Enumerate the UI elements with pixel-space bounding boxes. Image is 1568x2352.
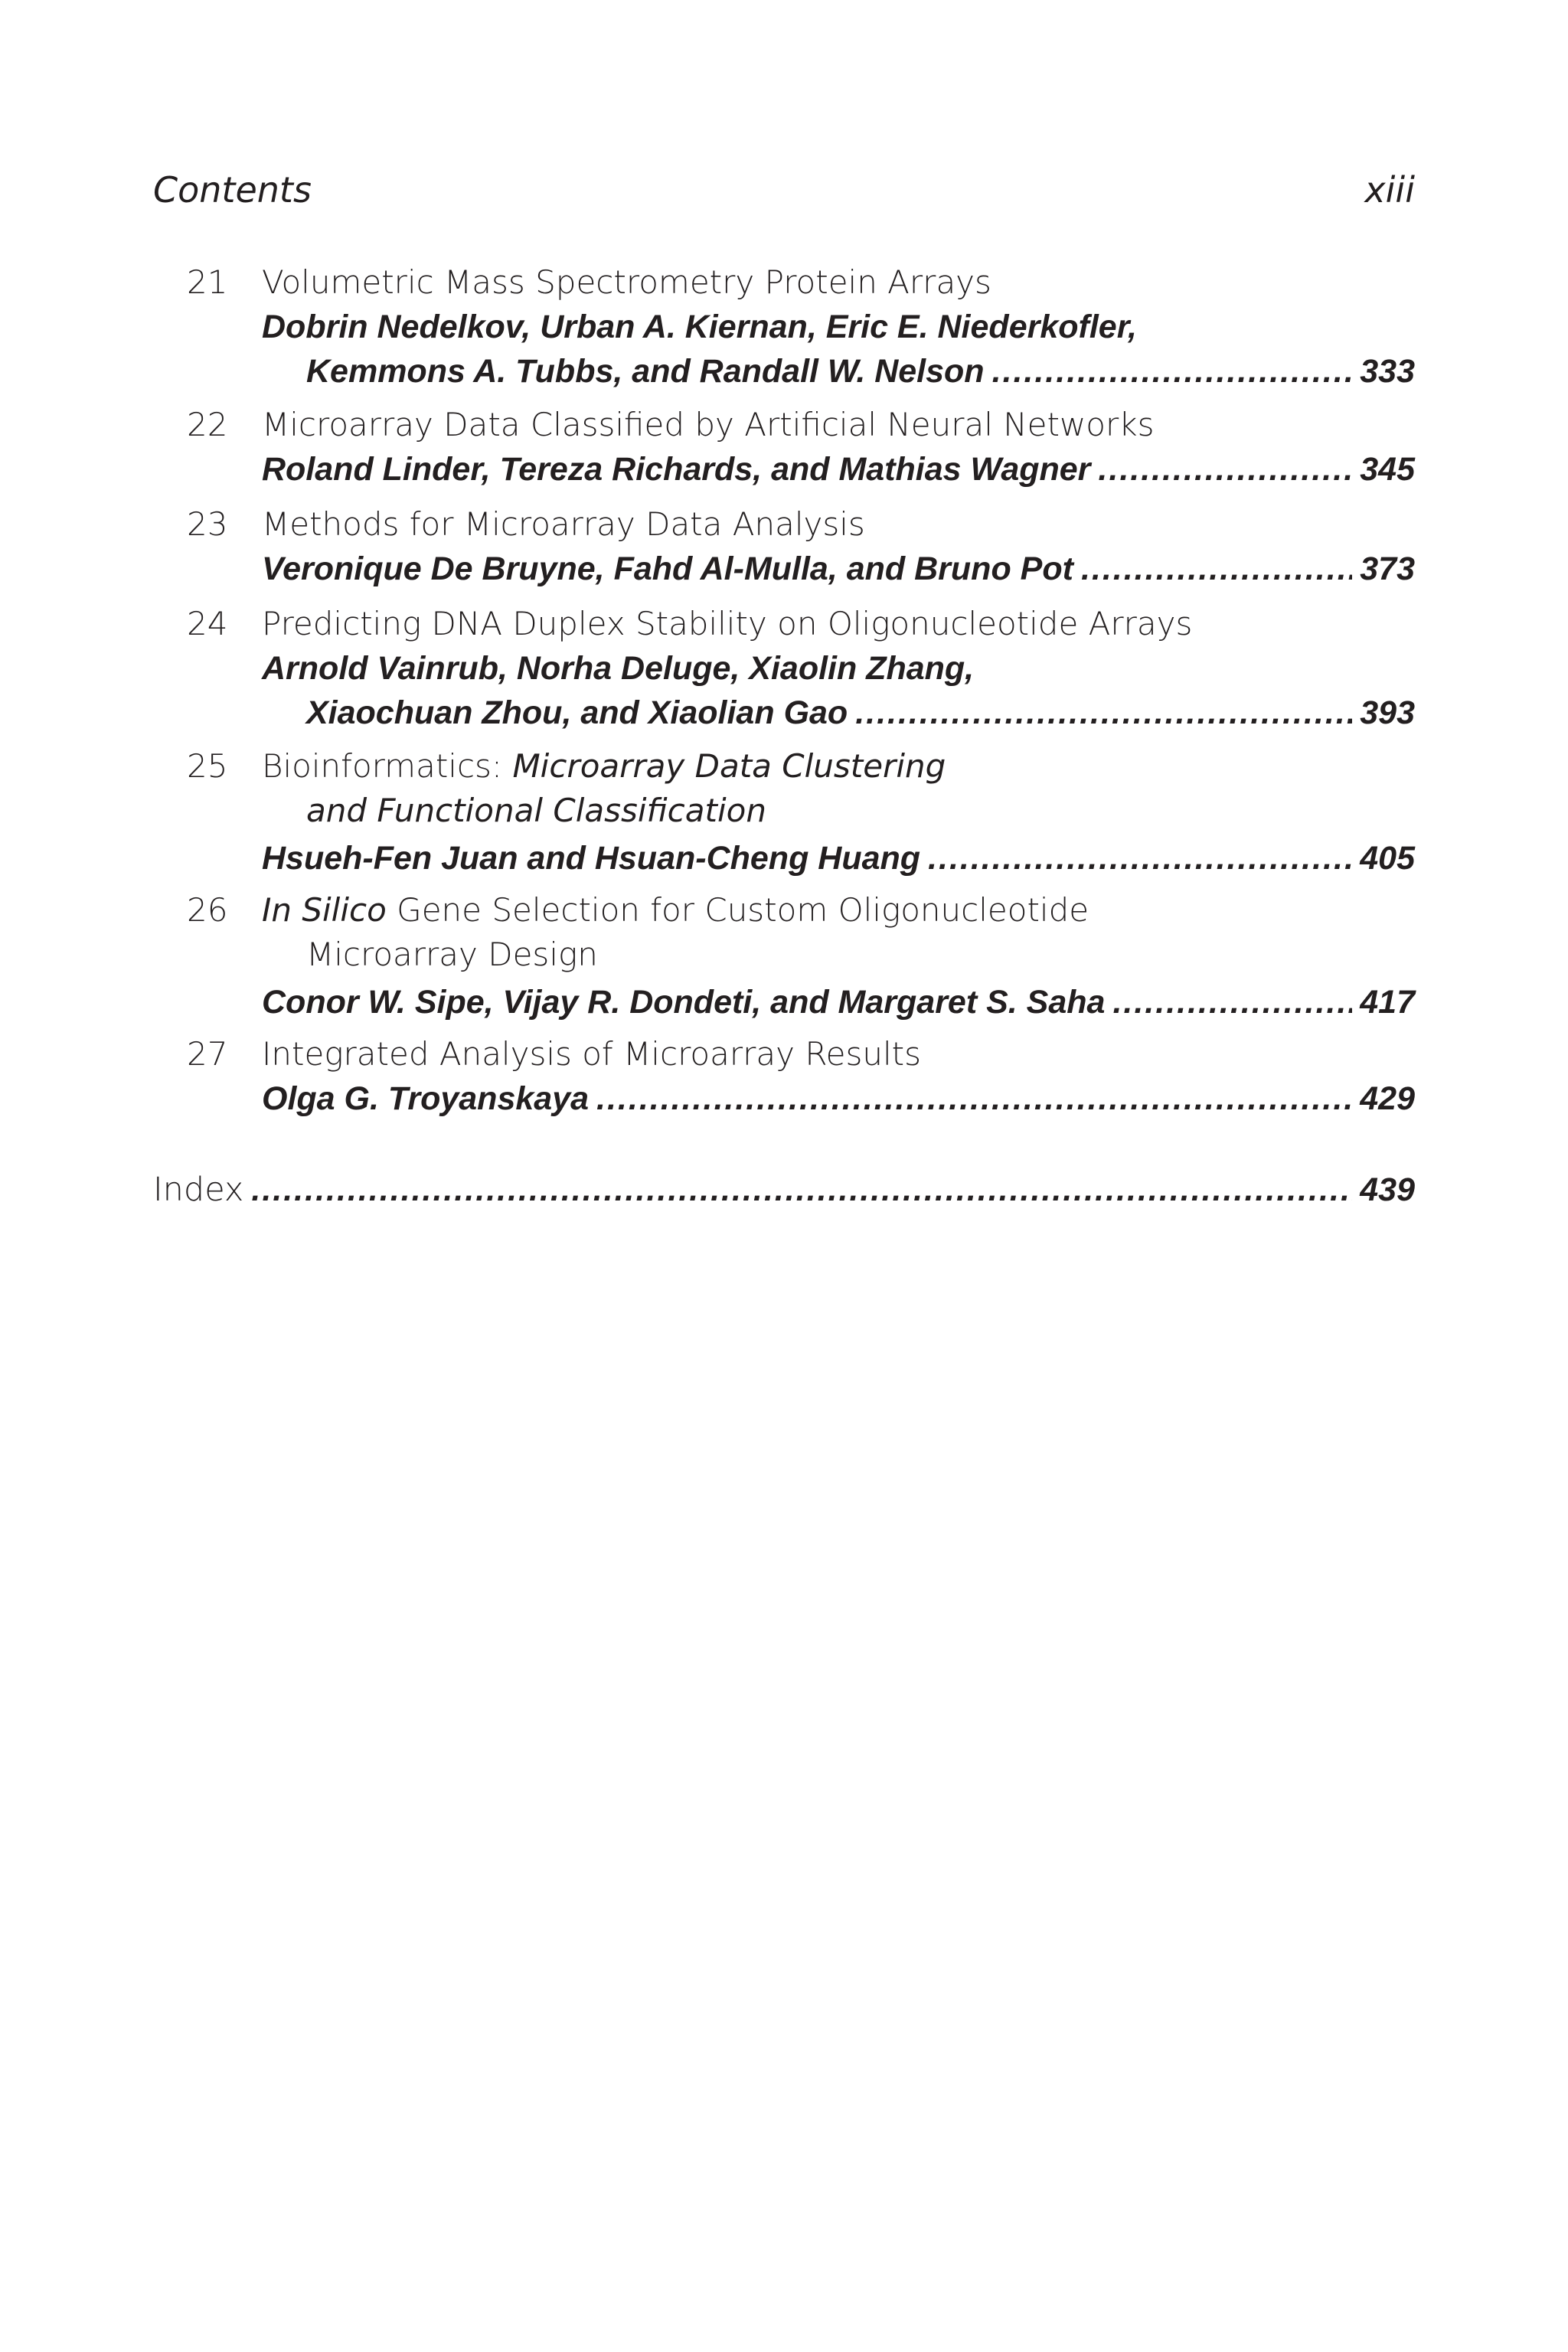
chapter-title [262,744,1415,789]
chapter-page: 393 [1360,694,1415,731]
page-number: xiii [1364,169,1415,211]
chapter-authors-cont: Kemmons A. Tubbs, and Randall W. Nelson [306,353,985,390]
chapter-title-cont: and Functional Classification [306,792,766,829]
chapter-authors-leader [262,547,1415,591]
chapter-authors: Conor W. Sipe, Vijay R. Dondeti, and Margaret S. Saha [262,984,1106,1021]
chapter-title [262,888,1415,933]
chapter-authors: Hsueh-Fen Juan and Hsuan-Cheng Huang [262,840,921,877]
title-prefix: Bioinformatics: [262,747,513,785]
header-title: Contents [153,169,312,211]
title-italic: In Silico [262,891,387,929]
chapter-title: Predicting DNA Duplex Stability on Oligonucleotide Arrays [262,605,1193,642]
dot-leader [1081,547,1352,591]
chapter-page: 429 [1360,1080,1415,1117]
dot-leader [928,836,1352,880]
title-italic: Microarray Data Clustering [512,747,946,785]
dot-leader [1112,980,1352,1024]
chapter-number: 23 [187,505,228,543]
chapter-authors-leader [306,691,1415,735]
dot-leader [596,1076,1352,1121]
dot-leader [1098,447,1352,492]
chapter-page: 417 [1360,984,1415,1021]
chapter-authors: Arnold Vainrub, Norha Deluge, Xiaolin Zhang, [262,650,975,687]
chapter-authors-leader [262,1076,1415,1121]
chapter-number: 22 [187,406,228,443]
chapter-title-cont: Microarray Design [306,936,598,973]
chapter-number: 27 [187,1035,228,1073]
chapter-authors: Veronique De Bruyne, Fahd Al-Mulla, and Bruno Pot [262,550,1073,587]
chapter-authors-leader [262,447,1415,492]
chapter-page: 345 [1360,451,1415,488]
chapter-page: 405 [1360,840,1415,877]
chapter-number: 24 [187,605,228,642]
running-header [153,167,1415,213]
chapter-authors: Roland Linder, Tereza Richards, and Mathias Wagner [262,451,1091,488]
index-label: Index [153,1171,244,1209]
chapter-authors-leader [306,349,1415,394]
dot-leader [855,691,1352,735]
chapter-page: 373 [1360,550,1415,587]
chapter-authors: Dobrin Nedelkov, Urban A. Kiernan, Eric E. Niederkofler, [262,309,1138,345]
chapter-title: Methods for Microarray Data Analysis [262,505,865,543]
chapter-authors-leader [262,836,1415,880]
chapter-title: Microarray Data Classified by Artificial Neural Networks [262,406,1155,443]
chapter-authors: Olga G. Troyanskaya [262,1080,590,1117]
chapter-number: 21 [187,263,228,301]
chapter-title: Integrated Analysis of Microarray Results [262,1035,921,1073]
chapter-number: 25 [187,747,228,785]
chapter-authors-cont: Xiaochuan Zhou, and Xiaolian Gao [306,694,848,731]
dot-leader [251,1168,1352,1212]
chapter-authors-leader [262,980,1415,1024]
toc-entry-index [153,1168,1415,1212]
chapter-title: Volumetric Mass Spectrometry Protein Arrays [262,263,991,301]
title-rest: Gene Selection for Custom Oligonucleotide [386,891,1089,929]
chapter-number: 26 [187,891,228,929]
index-page: 439 [1360,1171,1415,1208]
chapter-page: 333 [1360,353,1415,390]
dot-leader [992,349,1353,394]
